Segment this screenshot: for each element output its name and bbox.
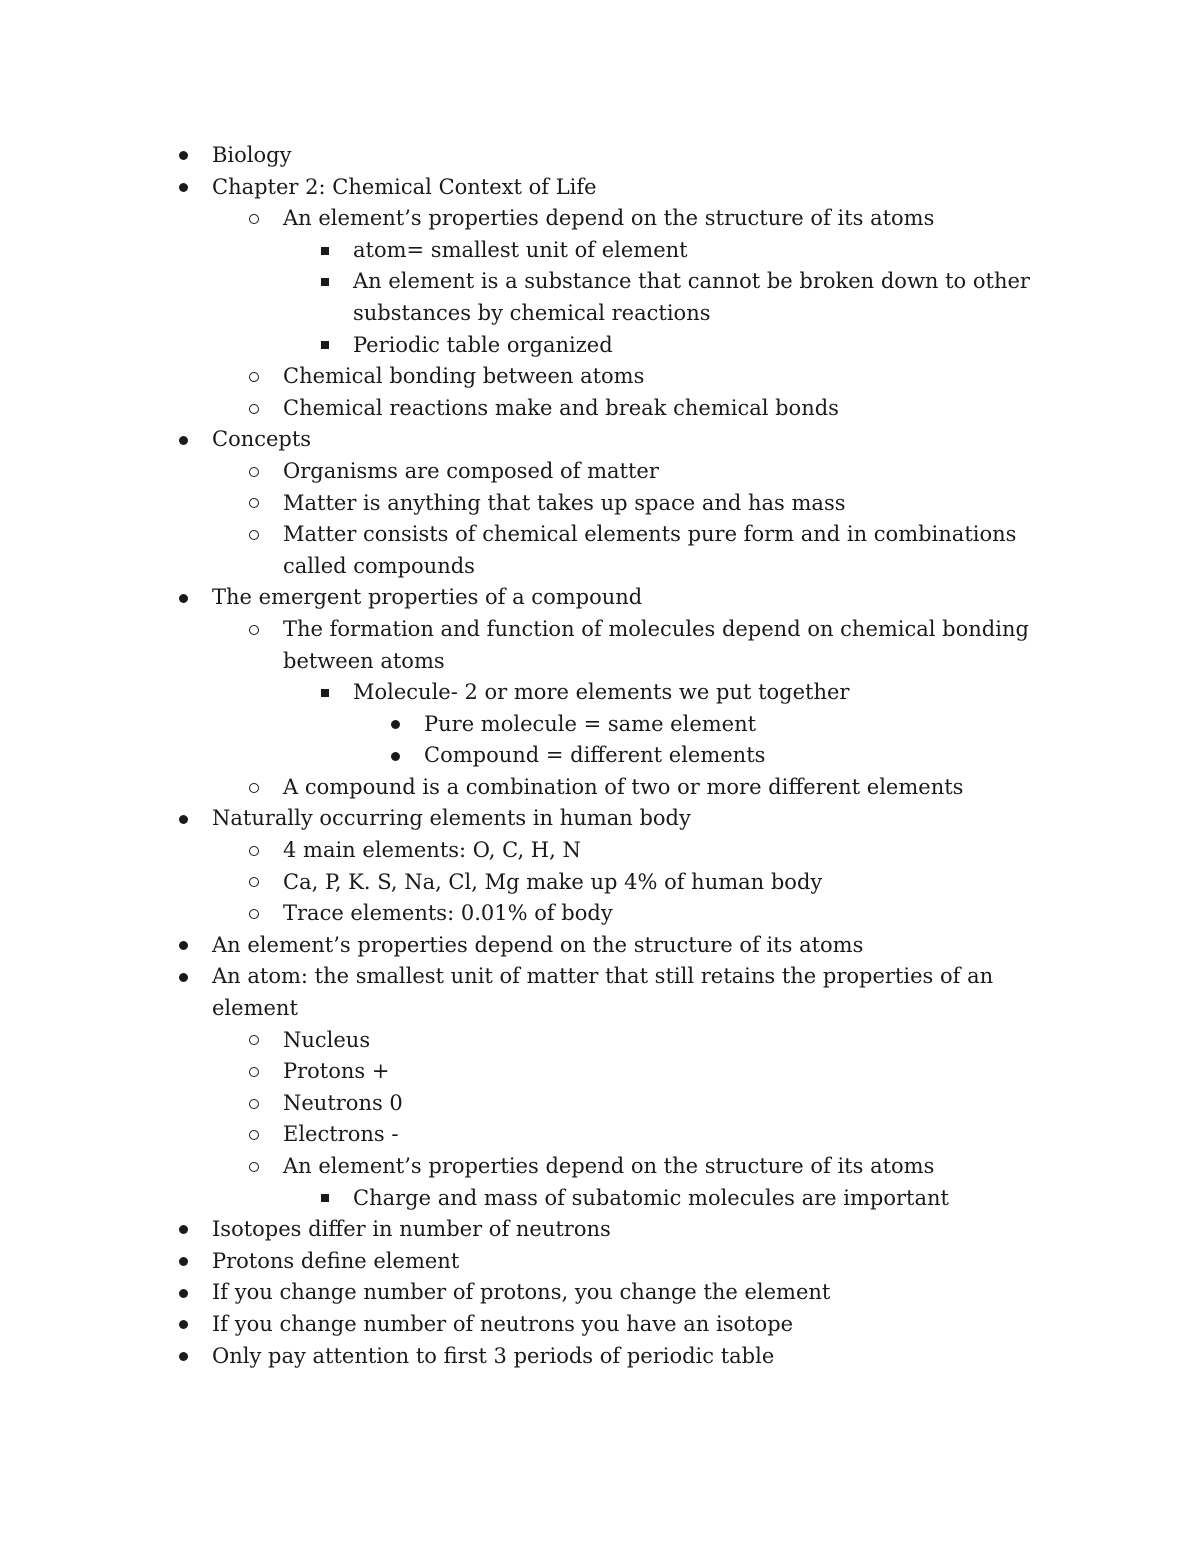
list-item: [283, 898, 1058, 930]
list-item: [353, 266, 1053, 329]
list-item: [283, 867, 1058, 899]
list-item: [212, 803, 1057, 835]
list-item-text: A compound is a combination of two or more different elements: [283, 774, 964, 799]
circle-bullet-icon: [247, 488, 261, 520]
disc-bullet-icon: [176, 582, 190, 614]
square-bullet-icon: [318, 235, 332, 267]
list-item-text: Only pay attention to first 3 periods of periodic table: [212, 1343, 775, 1368]
list-item-text: Organisms are composed of matter: [283, 458, 659, 483]
circle-bullet-icon: [247, 1025, 261, 1057]
list-item-text: Chemical reactions make and break chemical bonds: [283, 395, 839, 420]
list-item-text: Biology: [212, 143, 292, 167]
list-item: [283, 519, 1058, 582]
disc-bullet-icon: [176, 930, 190, 962]
circle-bullet-icon: [247, 867, 261, 899]
list-item-text: atom= smallest unit of element: [353, 237, 688, 262]
document-page: [0, 140, 1200, 1372]
list-item-text: Matter is anything that takes up space and has mass: [283, 490, 846, 515]
square-bullet-icon: [318, 330, 332, 362]
disc-bullet-icon: [176, 1341, 190, 1373]
list-item-text: Electrons -: [283, 1122, 399, 1147]
disc-bullet-icon: [176, 1277, 190, 1309]
list-item-text: The emergent properties of a compound: [212, 585, 643, 610]
list-item: [212, 140, 1057, 172]
list-item-text: Concepts: [212, 427, 312, 452]
square-bullet-icon: [318, 1183, 332, 1215]
list-item: [353, 677, 1053, 709]
list-item: [283, 1088, 1058, 1120]
list-item: [424, 709, 1054, 741]
list-item: [283, 488, 1058, 520]
list-item-text: An atom: the smallest unit of matter that still retains the properties of an element: [212, 964, 994, 1021]
circle-bullet-icon: [247, 1088, 261, 1120]
list-item-text: An element’s properties depend on the structure of its atoms: [283, 206, 935, 231]
list-item: [283, 835, 1058, 867]
disc-bullet-icon: [176, 1214, 190, 1246]
bullet-outline: [0, 140, 1200, 1372]
list-item-text: An element’s properties depend on the structure of its atoms: [283, 1154, 935, 1178]
list-item: [283, 1151, 1058, 1183]
disc-bullet-icon: [176, 140, 190, 172]
list-item-text: If you change number of protons, you change the element: [212, 1280, 831, 1305]
list-item: [212, 1214, 1057, 1246]
list-item-text: Molecule- 2 or more elements we put together: [353, 680, 850, 705]
circle-bullet-icon: [247, 898, 261, 930]
circle-bullet-icon: [247, 393, 261, 425]
disc-bullet-icon: [176, 1309, 190, 1341]
list-item-text: An element is a substance that cannot be broken down to other substances by chemical reactions: [353, 269, 1030, 325]
disc-bullet-icon: [176, 961, 190, 993]
list-item: [212, 424, 1057, 456]
circle-bullet-icon: [247, 1119, 261, 1151]
list-item: [353, 330, 1053, 362]
list-item-text: Matter consists of chemical elements pure form and in combinations called compounds: [283, 522, 1017, 578]
circle-bullet-icon: [247, 519, 261, 551]
list-item: [212, 930, 1057, 962]
list-item: [212, 1277, 1057, 1309]
list-item: [212, 582, 1057, 614]
list-item: [353, 235, 1053, 267]
list-item-text: An element’s properties depend on the structure of its atoms: [212, 932, 864, 957]
list-item-text: Pure molecule = same element: [424, 711, 757, 736]
list-item: [283, 1119, 1058, 1151]
list-item: [212, 1309, 1057, 1341]
list-item-text: Compound = different elements: [424, 743, 766, 768]
circle-bullet-icon: [247, 361, 261, 393]
list-item: [283, 614, 1058, 677]
square-bullet-icon: [318, 266, 332, 298]
circle-bullet-icon: [247, 456, 261, 488]
list-item-text: Nucleus: [283, 1027, 371, 1052]
circle-bullet-icon: [247, 772, 261, 804]
disc-bullet-icon: [388, 709, 402, 741]
circle-bullet-icon: [247, 614, 261, 646]
list-item: [353, 1183, 1053, 1215]
list-item-text: Ca, P, K. S, Na, Cl, Mg make up 4% of human body: [283, 869, 823, 894]
list-item: [212, 172, 1057, 204]
list-item-text: Protons +: [283, 1059, 390, 1084]
disc-bullet-icon: [176, 172, 190, 204]
list-item: [212, 1341, 1057, 1373]
circle-bullet-icon: [247, 835, 261, 867]
list-item: [283, 203, 1058, 235]
list-item: [424, 740, 1054, 772]
list-item: [283, 456, 1058, 488]
list-item: [212, 961, 1057, 1024]
list-item: [283, 361, 1058, 393]
list-item: [283, 1056, 1058, 1088]
disc-bullet-icon: [176, 1246, 190, 1278]
list-item: [212, 1246, 1057, 1278]
list-item-text: The formation and function of molecules depend on chemical bonding between atoms: [283, 616, 1029, 673]
square-bullet-icon: [318, 677, 332, 709]
list-item-text: 4 main elements: O, C, H, N: [283, 838, 581, 863]
list-item: [283, 393, 1058, 425]
list-item-text: Naturally occurring elements in human body: [212, 806, 691, 831]
list-item: [283, 1025, 1058, 1057]
list-item: [283, 772, 1058, 804]
list-item-text: Chemical bonding between atoms: [283, 364, 645, 389]
list-item-text: Trace elements: 0.01% of body: [283, 901, 613, 926]
list-item-text: Periodic table organized: [353, 332, 613, 357]
circle-bullet-icon: [247, 1056, 261, 1088]
circle-bullet-icon: [247, 1151, 261, 1183]
list-item-text: Protons define element: [212, 1248, 460, 1273]
list-item-text: Charge and mass of subatomic molecules are important: [353, 1185, 949, 1210]
disc-bullet-icon: [388, 740, 402, 772]
list-item-text: If you change number of neutrons you have an isotope: [212, 1311, 794, 1336]
list-item-text: Chapter 2: Chemical Context of Life: [212, 174, 597, 199]
disc-bullet-icon: [176, 803, 190, 835]
list-item-text: Isotopes differ in number of neutrons: [212, 1217, 611, 1242]
circle-bullet-icon: [247, 203, 261, 235]
disc-bullet-icon: [176, 424, 190, 456]
list-item-text: Neutrons 0: [283, 1090, 403, 1115]
